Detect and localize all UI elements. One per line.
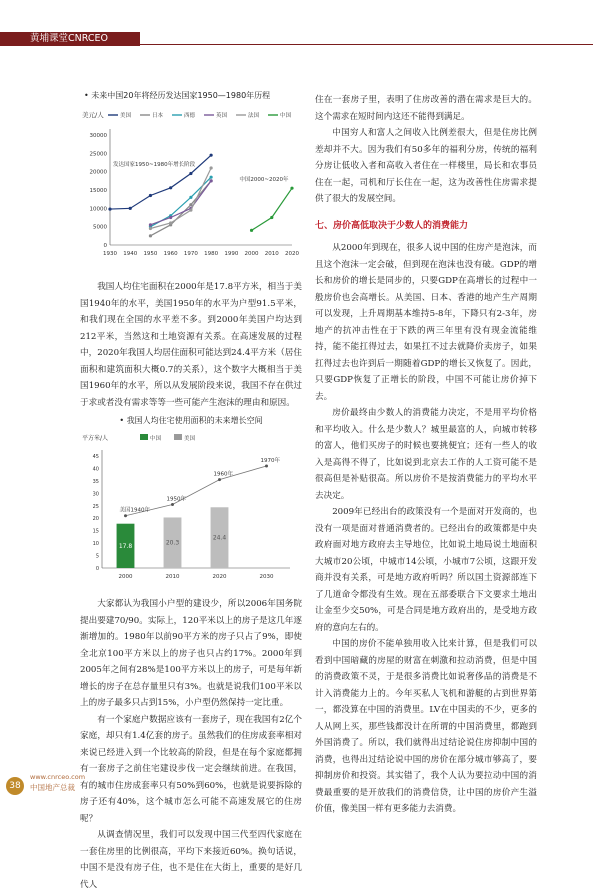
right-para-5: 2009年已经出台的政策没有一个是面对开发商的，也没有一项是面对普通消费者的。已经出台的政策都是中央政府面对地方政府去主导地位，比如说土地局说土地面积大城市20公顷，中城市14公顷，小城市7公顷，这跟开发商并没有关系，可是地方政府听吗？所以国土资源部连下了几道命令都没有生效。现在五部委联合下文要求土地出让金至少交50%，可是合同是地方政府出的，是受地方政府的意向左右的。: [315, 507, 537, 633]
chart1-y-tick: 20000: [89, 169, 107, 176]
chart2-legend-label: 美国: [184, 435, 196, 442]
footer-publication-name: 中国地产总裁: [30, 783, 75, 792]
chart2-annotation: 1960年: [213, 471, 233, 478]
chart2-legend-label: 中国: [150, 435, 162, 442]
chart2-y-tick: 45: [92, 453, 99, 460]
chart2-us-point: [171, 503, 174, 506]
chart2-bar-label: 17.8: [118, 542, 133, 550]
chart1-x-tick: 2020: [285, 250, 299, 257]
chart1-x-tick: 1950: [143, 250, 158, 257]
chart1-data-point: [250, 228, 253, 231]
chart1-x-tick: 1940: [123, 250, 138, 257]
header-brand: 黄埔课堂CNRCEO: [0, 32, 140, 46]
chart2-x-tick: 2020: [212, 573, 227, 580]
chart1-x-tick: 1970: [183, 250, 198, 257]
chart2-y-tick: 15: [92, 528, 99, 535]
chart2-bar-label: 24.4: [212, 534, 227, 542]
header-rule: [140, 44, 593, 45]
chart1-x-tick: 2000: [244, 250, 259, 257]
chart1-series-line: [252, 188, 292, 230]
chart1-data-point: [210, 166, 213, 169]
chart1-x-tick: 1930: [103, 250, 117, 257]
figure1-title: • 未来中国20年将经历发达国家1950—1980年历程: [84, 91, 271, 100]
chart1-legend-label: 日本: [152, 112, 164, 119]
chart2-legend-swatch: [140, 434, 148, 440]
chart1-y-tick: 0: [103, 242, 107, 249]
left-para-2: 大家都认为我国小户型的建设少，所以2006年国务院提出要建70/90。实际上，120平米以上的房子是这几年逐渐增加的。1980年以前90平方米的房子只占了9%，即使全北京100平方米以上的房子也只占约17%。2000年到2005年之间有28%是100平方米以上的房子，可是每年新增长的房子在总存量里只有3%。也就是说我们100平米以上的房子最多只占到15%，小户型仍然保持一定比重。: [80, 599, 302, 708]
chart1-data-point: [189, 203, 192, 206]
chart1-series-line: [150, 168, 211, 229]
chart1-data-point: [189, 171, 192, 174]
right-para-4: 房价最终由少数人的消费能力决定，不是用平均价格和平均收入。什么是少数人？城里最富的人，向城市转移的富人，他们买房子的时候也要挑便宜；还有一些人的收入是高得不得了，比如说到北京去工作的人工资可能不是很高但是补贴很高。所以房价不是按消费能力的平均水平去决定。: [315, 408, 537, 501]
chart1-y-tick: 25000: [89, 150, 107, 157]
chart1-data-point: [169, 221, 172, 224]
chart1-annotation: 中国2000~2020年: [239, 176, 289, 183]
chart1-series-line: [150, 177, 211, 227]
chart1-data-point: [210, 175, 213, 178]
chart2: [80, 430, 302, 597]
chart1-annotation: 发达国家1950~1980年增长阶段: [113, 161, 196, 168]
chart2-x-tick: 2000: [118, 573, 133, 580]
right-column: [315, 92, 537, 818]
section-heading: 七、房价高低取决于少数人的消费能力: [315, 220, 469, 231]
chart1-data-point: [189, 208, 192, 211]
chart2-us-point: [265, 464, 268, 467]
chart2-us-point: [124, 514, 127, 517]
chart1-series-line: [150, 180, 211, 235]
chart1-y-tick: 30000: [89, 132, 107, 139]
chart1-data-point: [210, 153, 213, 156]
chart2-y-tick: 5: [95, 553, 99, 560]
chart1-data-point: [108, 207, 111, 210]
right-para-2: 中国穷人和富人之间收入比例差很大，但是住房比例差却并不大。因为我们有50多年的福利分房，传统的福利分房让低收入者和高收入者住在一样楼里，局长和农事员住在一起，司机和厅长住在一起，这为改善性住房需求提供了很大的发展空间。: [315, 128, 537, 204]
chart1-legend-label: 英国: [216, 112, 228, 119]
chart2-annotation: 美国1940年: [119, 507, 150, 514]
chart1-data-point: [290, 186, 293, 189]
chart2-y-tick: 0: [95, 565, 99, 572]
chart1-x-tick: 2010: [264, 250, 279, 257]
chart1-data-point: [149, 234, 152, 237]
chart2-y-tick: 25: [92, 503, 99, 510]
chart2-ylabel: 平方米/人: [82, 434, 109, 442]
chart2-x-tick: 2030: [259, 573, 274, 580]
chart1-legend-label: 美国: [120, 112, 132, 119]
chart1-data-point: [189, 195, 192, 198]
right-para-3: 从2000年到现在，很多人说中国的住房产是泡沫，而且这个泡沫一定会破，但到现在泡沫也没有破。GDP的增长和房价的增长是同步的，只要GDP在高增长的过程中一般房价也会高增长。从美国、日本、香港的地产生产周期可以发现，上升周期基本维持5-8年，下降只有2-3年，房地产的抗冲击性在于下跌的两三年里有没有现金流能维持，能不能扛得过去，如果扛不过去就降价卖房子，如果扛得过去也许到后一期随着GDP的增长又恢复了。因此，只要GDP恢复了正增长的阶段，中国不可能让房价掉下去。: [315, 243, 537, 402]
page-number: 38: [6, 777, 24, 795]
chart1-data-point: [169, 186, 172, 189]
chart1-y-tick: 5000: [93, 224, 107, 231]
chart1-data-point: [149, 226, 152, 229]
chart1-y-tick: 15000: [89, 187, 107, 194]
chart2-bar-label: 20.3: [165, 539, 180, 547]
chart1-x-tick: 1960: [163, 250, 178, 257]
chart2-annotation: 1950年: [166, 496, 186, 503]
chart2-annotation: 1970年: [260, 457, 280, 464]
chart2-us-point: [218, 478, 221, 481]
chart2-y-tick: 20: [92, 515, 99, 522]
chart1-x-tick: 1980: [204, 250, 219, 257]
left-para-1: 我国人均住宅面积在2000年是17.8平方米，相当于美国1940年的水平，美国1950年的水平为户型91.5平米，和我们现在全国的水平差不多。到2000年美国户均达到212平米，当然这和土地资源有关系。在高速发展的过程中，2020年我国人均居住面积可能达到24.4平方米（居住面积和建筑面积大概0.7的关系），这个数字大概相当于美国1960年的水平，所以从发展阶段来说，我国不存在供过于求或者没有需求等等一些可能产生泡沫的理由和原因。: [80, 282, 302, 408]
chart2-y-tick: 30: [92, 490, 99, 497]
chart1-data-point: [149, 193, 152, 196]
footer-url[interactable]: www.cnrceo.com: [30, 773, 86, 781]
chart1-y-tick: 10000: [89, 205, 107, 212]
left-column: [80, 88, 302, 893]
chart1-data-point: [210, 179, 213, 182]
page-header: [0, 0, 593, 44]
left-para-4: 从调查情况里，我们可以发现中国三代至四代家庭在一套住房里的比例很高，平均下来接近60%。换句话说，中国不是没有房子住，也不是住在大街上，重要的是好几代人: [80, 830, 302, 890]
chart1-data-point: [129, 206, 132, 209]
chart1-legend-label: 中国: [280, 112, 292, 119]
chart1-legend-label: 法国: [248, 112, 260, 119]
right-para-1: 住在一套房子里，表明了住房改善的潜在需求是巨大的。这个需求在短时间内这还不能得到满足。: [315, 95, 537, 122]
chart1-legend-label: 西德: [184, 112, 196, 119]
chart1-ylabel: 美元/人: [82, 110, 104, 119]
right-para-6: 中国的房价不能单独用收入比来计算，但是我们可以看到中国暗藏的房屋的财富在刺激和拉动消费，但是中国的消费政策不灵，于是很多消费比如说奢侈品的消费是不计入消费能力上的。今年买私人飞机和游艇的占到世界第一，都没算在中国的消费里。LV在中国卖的不少，更多的人从网上买，那些钱都没计在所谓的中国消费里，都跑到外国消费了。所以，我们就得出过结论说住房抑制中国的消费，也得出过结论说中国的房价在部分城市够高了，要抑制房价和投资。其实错了，我个人认为要拉动中国的消费最重要的是开放我们的消费信贷，让中国的房价产生溢价值，像美国一样有更多能力去消费。: [315, 639, 537, 814]
chart1-svg: [80, 107, 302, 267]
chart1: [80, 107, 302, 274]
figure2-title: • 我国人均住宅使用面积的未来增长空间: [119, 416, 263, 425]
chart1-data-point: [169, 215, 172, 218]
chart2-x-tick: 2010: [165, 573, 180, 580]
left-para-3: 有一个家庭户数据应该有一套房子，现在我国有2亿个家庭，却只有1.4亿套的房子。虽然我们的住房成套率相对来说已经进入到一个比较高的阶段，但是在每个家庭都拥有一套房子之前住宅建设步伐一定会继续前进。在我国，有的城市住房成套率只有50%到60%，也就是说要拆除的房子还有40%，这个城市怎么可能不高速发展它的住房呢？: [80, 714, 302, 824]
chart1-x-tick: 1990: [224, 250, 239, 257]
chart2-y-tick: 35: [92, 478, 99, 485]
chart2-svg: [80, 430, 302, 590]
chart2-legend-swatch: [174, 434, 182, 440]
chart1-data-point: [149, 223, 152, 226]
chart2-y-tick: 40: [92, 465, 99, 472]
chart1-data-point: [270, 215, 273, 218]
chart2-y-tick: 10: [92, 540, 99, 547]
